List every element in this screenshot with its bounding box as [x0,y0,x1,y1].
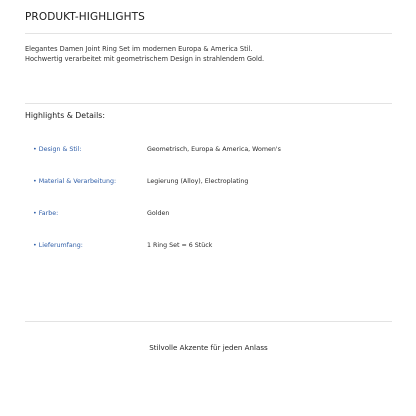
details-heading: Highlights & Details: [25,111,105,120]
detail-row-contents [33,242,392,254]
detail-value: Golden [147,210,170,217]
detail-value: 1 Ring Set = 6 Stück [147,242,213,249]
intro-line-1: Elegantes Damen Joint Ring Set im modernen Europa & America Stil. [25,45,253,53]
footer-tagline: Stilvolle Akzente für jeden Anlass [149,343,268,352]
intro-description [25,45,264,64]
detail-row-color [33,210,392,222]
detail-value: Geometrisch, Europa & America, Women's [147,146,281,153]
intro-line-2: Hochwertig verarbeitet mit geometrischem Design in strahlendem Gold. [25,54,265,63]
detail-label: • Design & Stil: [33,146,82,153]
product-highlights-page [25,0,392,416]
detail-label: • Material & Verarbeitung: [33,178,117,185]
intro-divider [25,103,392,104]
detail-row-design [33,146,392,158]
detail-label: • Lieferumfang: [33,242,83,249]
detail-label: • Farbe: [33,210,59,217]
detail-value: Legierung (Alloy), Electroplating [147,178,249,185]
footer-divider [25,321,392,322]
detail-row-material [33,178,392,190]
page-title: PRODUKT-HIGHLIGHTS [25,11,145,23]
title-divider [25,33,392,34]
